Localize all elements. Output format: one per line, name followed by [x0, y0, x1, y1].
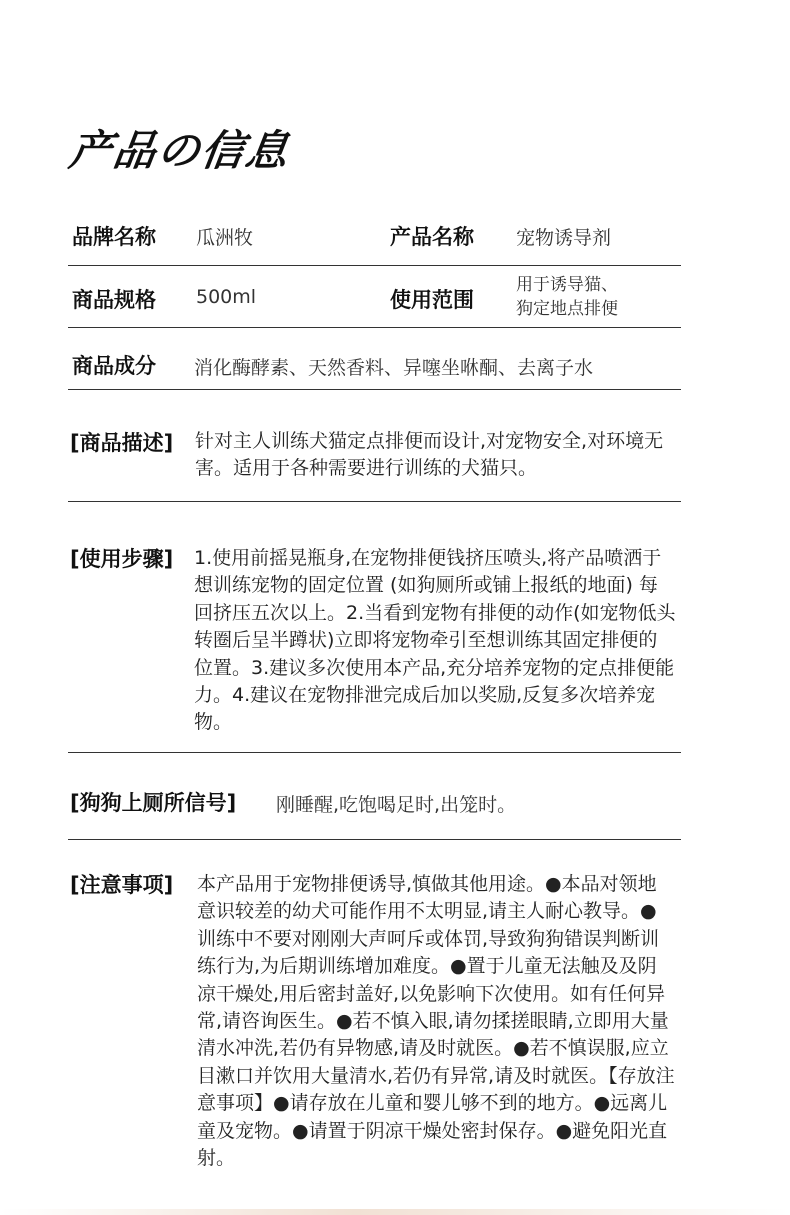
description-text: 针对主人训练犬猫定点排便而设计,对宠物安全,对环境无害。适用于各种需要进行训练的犬猫只。: [195, 430, 664, 480]
description-label: [商品描述]: [70, 431, 174, 455]
product-name-label: 产品名称: [390, 225, 474, 249]
notes-text: 本产品用于宠物排便诱导,慎做其他用途。●本品对领地意识较差的幼犬可能作用不太明显,请主人耐心教导。●训练中不要对刚刚大声呵斥或体罚,导致狗狗错误判断训练行为,为后期训练增加难度。●置于儿童无法触及及阴凉干燥处,用后密封盖好,以免影响下次使用。如有任何异常,请咨询医生。●若不慎入眼,请勿揉搓眼睛,立即用大量清水冲洗,若仍有异物感,请及时就医。●若不慎误服,应立目漱口并饮用大量清水,若仍有异常,请及时就医。【存放注意事项】●请存放在儿童和婴儿够不到的地方。●远离儿童及宠物。●请置于阴凉干燥处密封保存。●避免阳光直射。: [197, 873, 675, 1170]
product-name-value: 宠物诱导剂: [516, 227, 612, 249]
steps-label: [使用步骤]: [70, 547, 174, 571]
scope-value: [516, 273, 618, 321]
scope-label: 使用范围: [390, 288, 474, 312]
spec-label: 商品规格: [72, 288, 156, 312]
signals-label: [狗狗上厕所信号]: [70, 791, 237, 815]
scope-line-2: 狗定地点排便: [516, 299, 618, 319]
divider: [68, 389, 681, 390]
signals-text: 刚睡醒,吃饱喝足时,出笼时。: [276, 794, 517, 816]
steps-text: 1.使用前摇晃瓶身,在宠物排便钱挤压喷头,将产品喷洒于想训练宠物的固定位置 (如狗厕所或铺上报纸的地面) 每回挤压五次以上。2.当看到宠物有排便的动作(如宠物低头转圈后呈半蹲状)立即将宠物牵引至想训练其固定排便的位置。3.建议多次使用本产品,充分培养宠物的定点排便能力。4.建议在宠物排泄完成后加以奖励,反复多次培养宠物。: [194, 547, 676, 734]
divider: [68, 327, 681, 328]
spec-value: 500ml: [196, 286, 257, 308]
ingredients-label: 商品成分: [72, 354, 156, 378]
bottom-decor-strip: [0, 1209, 790, 1215]
brand-value: 瓜洲牧: [196, 227, 254, 249]
ingredients-value: 消化酶酵素、天然香料、异噻坐咻酮、去离子水: [194, 357, 594, 379]
divider: [68, 839, 681, 840]
scope-line-1: 用于诱导猫、: [516, 275, 618, 295]
divider: [68, 752, 681, 753]
brand-label: 品牌名称: [72, 225, 156, 249]
divider: [68, 501, 681, 502]
divider: [68, 265, 681, 266]
page-title: 产品の信息: [66, 126, 294, 175]
notes-label: [注意事项]: [70, 873, 174, 897]
